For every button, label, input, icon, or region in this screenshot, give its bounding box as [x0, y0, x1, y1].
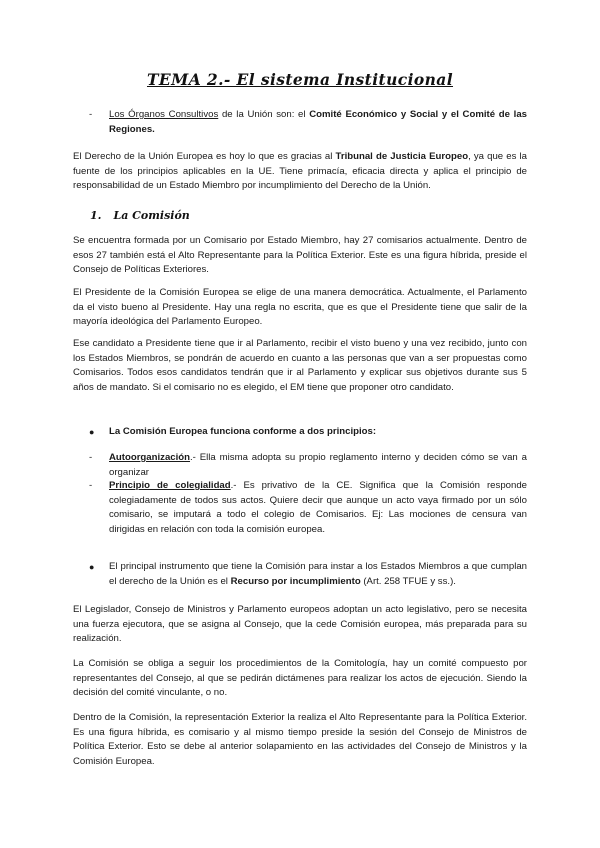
- list-dash: -: [89, 109, 93, 120]
- page-title: TEMA 2.- El sistema Institucional: [146, 70, 454, 89]
- paragraph-presidente: El Presidente de la Comisión Europea se elige de una manera democrática. Actualmente, el Parlamento da el visto bueno al Presidente. Hay una regla no escrita, que es que el Presidente tiene que salir de la mayoría ideológica del Parlamento Europeo.: [73, 287, 527, 328]
- paragraph-legislador: El Legislador, Consejo de Ministros y Parlamento europeos adoptan un acto legislativo, pero se necesita una fuerza ejecutora, que se asigna al Consejo, que la cede Comisión europea, más preparada para su realización.: [73, 604, 527, 645]
- principle-autoorganizacion: - Autoorganización.- Ella misma adopta su propio reglamento interno y deciden cómo se van a organizar: [89, 452, 527, 478]
- autoorganizacion-bold: Autoorganización: [109, 452, 191, 463]
- paragraph-exterior: Dentro de la Comisión, la representación Exterior la realiza el Alto Representante para la Política Exterior. Es una figura híbrida, es comisario y al mismo tiempo preside la sesión del Consejo de Ministros de Política Exterior. Esto se debe al anterior solapamiento en las actividades del Consejo de Ministros y la Comisión Europea.: [73, 712, 527, 767]
- colegialidad-bold: Principio de colegialidad: [109, 480, 231, 491]
- paragraph-formada: Se encuentra formada por un Comisario por Estado Miembro, hay 27 comisarios actualmente. Dentro de esos 27 también está el Alto Representante para la Política Exterior. Este es una figura híbrida, preside el Consejo de Políticas Exteriores.: [73, 235, 527, 276]
- section-number: 1.: [90, 209, 102, 222]
- paragraph-tribunal: El Derecho de la Unión Europea es hoy lo que es gracias al Tribunal de Justicia Europeo, ya que es la fuente de los principios aplicables en la UE. Tiene primacía, eficacia directa y aplica el principio de responsabilidad de un Estado Miembro por incumplimiento del Derecho de la Unión.: [73, 151, 527, 192]
- bullet-recurso-text: El principal instrumento que tiene la Comisión para instar a los Estados Miembros a que cumplan el derecho de la Unión es el Recurso por incumplimiento (Art. 258 TFUE y ss.).: [109, 561, 527, 587]
- section-title: La Comisión: [113, 209, 190, 222]
- comite-economico-bold: Comité Económico y Social y el Comité de las Regiones.: [109, 109, 527, 135]
- list-dash: -: [89, 480, 93, 491]
- list-dash: -: [89, 452, 93, 463]
- recurso-bold: Recurso por incumplimiento: [230, 575, 361, 587]
- tribunal-bold: Tribunal de Justicia Europeo: [335, 151, 469, 162]
- bullet-icon: ●: [89, 562, 95, 572]
- bullet-principios-text: La Comisión Europea funciona conforme a dos principios:: [109, 426, 377, 437]
- bullet-icon: ●: [89, 427, 95, 437]
- document-page: TEMA 2.- El sistema Institucional - Los Órganos Consultivos de la Unión son: el Comité Económico y Social y el Comité de las Regiones. El Derecho de la Unión Europea es hoy lo que es gracias al Tribunal de Justicia Europeo, ya que es la fuente de los principios aplicables en la UE. Tiene primacía, eficacia directa y aplica el principio de responsabilidad de un Estado Miembro por incumplimiento del Derecho de la Unión. 1. La Comisión Se encuentra formada por un Comisario por Estado Miembro, hay 27 comisarios actualmente. Dentro de esos 27 también está el Alto Representante para la Política Exterior. Este es una figura híbrida, preside el Consejo de Políticas Exteriores. El Presidente de la Comisión Europea se elige de una manera democrática. Actualmente, el Parlamento da el visto bueno al Presidente. Hay una regla no escrita, que es que el Presidente tiene que salir de la mayoría ideológica del Parlamento Europeo. Ese candidato a Presidente tiene que ir al Parlamento, recibir el visto bueno y una vez recibido, junto con los Estados Miembros, se pondrán de acuerdo en cuanto a las personas que van a ser propuestas como Comisarios. Todos esos candidatos tendrán que ir al Parlamento y explicar sus objetivos durante sus 5 años de mandato. Si el comisario no es elegido, el EM tiene que proponer otro candidato. ● La Comisión Europea funciona conforme a dos principios: - Autoorganización.- Ella misma adopta su propio reglamento interno y deciden cómo se van a organizar - Principio de colegialidad.- Es privativo de la CE. Significa que la Comisión responde colegiadamente de todos sus actos. Quiere decir que aunque un acto vaya firmado por un sólo comisario, se imputará a todo el colegio de Comisarios. Ej: Las mociones de censura van dirigidas en relación con toda la comisión europea. ● El principal instrumento que tiene la Comisión para instar a los Estados Miembros a que cumplan el derecho de la Unión es el Recurso por incumplimiento (Art. 258 TFUE y ss.). El Legislador, Consejo de Ministros y Parlamento europeos adoptan un acto legislativo, pero se necesita una fuerza ejecutora, que se asigna al Consejo, que la cede Comisión europea, más preparada para su realización. La Comisión se obliga a seguir los procedimientos de la Comitología, hay un comité compuesto por representantes del Consejo, al que se pedirán dictámenes para realizar los actos de ejecución. Siendo la decisión del comité vinculante, o no. Dentro de la Comisión, la representación Exterior la realiza el Alto Representante para la Política Exterior. Es una figura híbrida, es comisario y al mismo tiempo preside la sesión del Consejo de Ministros de Política Exterior. Esto se debe al anterior solapamiento en las actividades del Consejo de Ministros y la Comisión Europea.: [0, 0, 600, 848]
- intro-list-text: Los Órganos Consultivos de la Unión son: el Comité Económico y Social y el Comité de las Regiones.: [109, 109, 527, 135]
- paragraph-comitologia: La Comisión se obliga a seguir los procedimientos de la Comitología, hay un comité compuesto por representantes del Consejo, al que se pedirán dictámenes para realizar los actos de ejecución. Siendo la decisión del comité vinculante, o no.: [73, 658, 527, 699]
- organos-consultivos-link: Los Órganos Consultivos: [109, 109, 219, 120]
- section-heading-comision: [90, 209, 190, 222]
- paragraph-candidato: Ese candidato a Presidente tiene que ir al Parlamento, recibir el visto bueno y una vez recibido, junto con los Estados Miembros, se pondrán de acuerdo en cuanto a las personas que van a ser propuestas como Comisarios. Todos esos candidatos tendrán que ir al Parlamento y explicar sus objetivos durante sus 5 años de mandato. Si el comisario no es elegido, el EM tiene que proponer otro candidato.: [73, 338, 527, 393]
